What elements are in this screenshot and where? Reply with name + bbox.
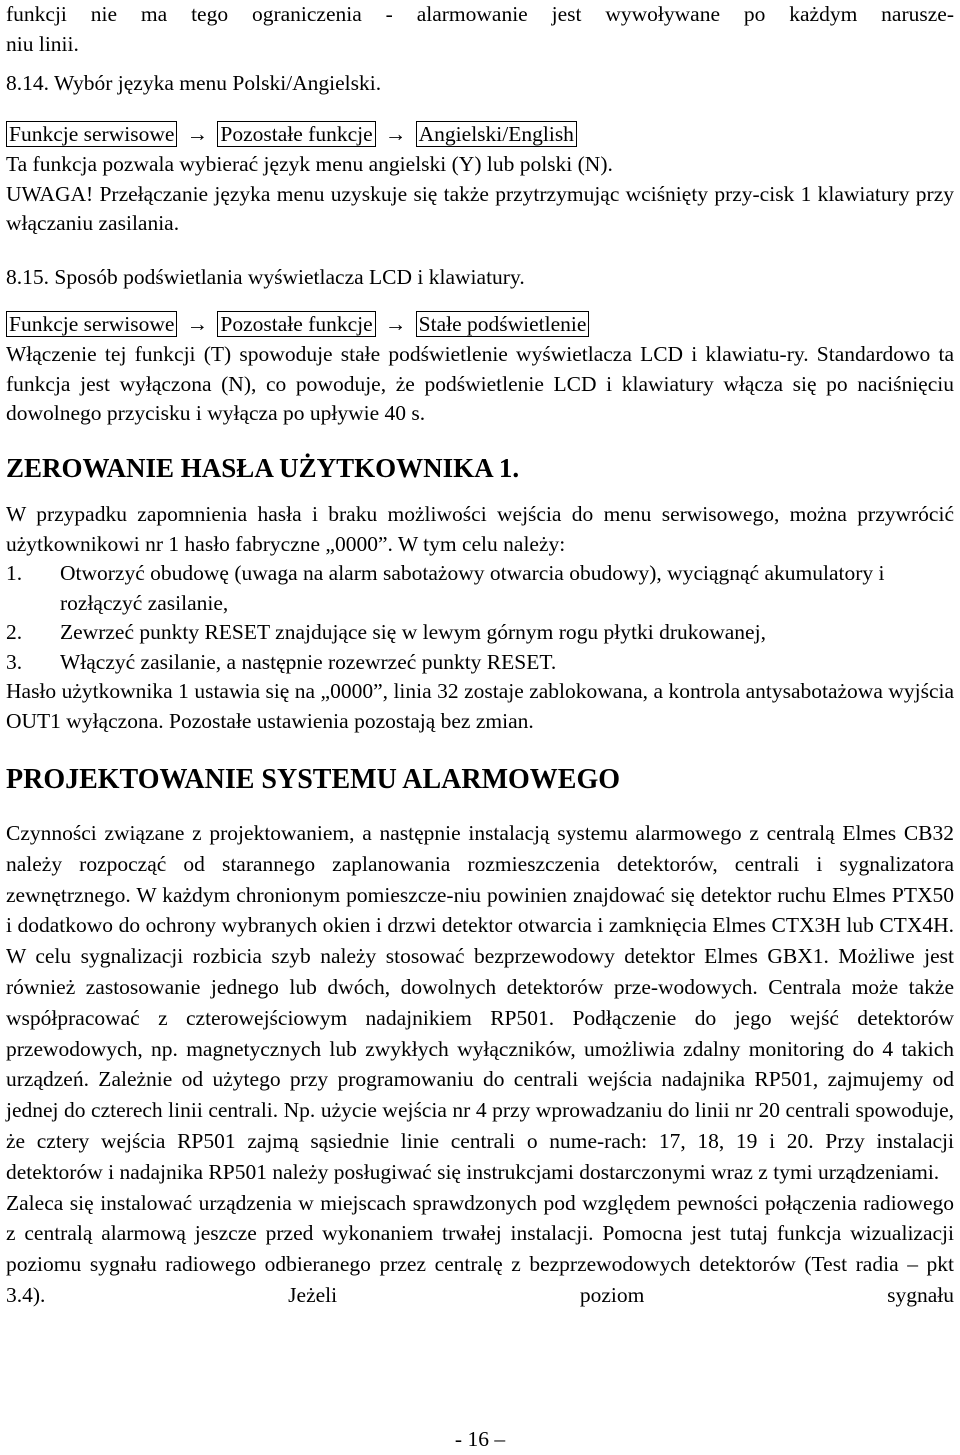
note-label: UWAGA! [6,181,94,206]
design-heading: PROJEKTOWANIE SYSTEMU ALARMOWEGO [6,764,621,795]
menu-path-item: Funkcje serwisowe [6,121,177,147]
section-8-15-title: 8.15. Sposób podświetlania wyświetlacza LCD i klawiatury. [6,265,525,289]
section-8-15-body [6,340,954,429]
arrow-right-icon: → [384,122,407,146]
design-paragraph-1: Czynności związane z projektowaniem, a następnie instalacją systemu alarmowego z centralą Elmes CB32 należy rozpocząć od starannego zaplanowania rozmieszczenia detektorów, centrali i sygnalizatora zewnętrznego. W każdym chronionym pomieszcze-niu powinien znajdować się detektor ruchu Elmes PTX50 i dodatkowo do ochrony wybranych okien i drzwi detektor otwarcia i zamknięcia Elmes CTX3H lub CTX4H. W celu sygnalizacji rozbicia szyb należy stosować bezprzewodowy detektor Elmes GBX1. Możliwe jest również zastosowanie jednego lub dwóch, dowolnych detektorów prze-wodowych. Centrala może także współpracować z czterowejściowym nadajnikiem RP501. Podłączenie do jego wejść detektorów przewodowych, np. magnetycznych lub zwykłych wyłączników, umożliwia zdalny monitoring do 4 takich urządzeń. Zależnie od użytego przy programowaniu do centrali wejścia nadajnika RP501, zajmujemy od jednej do czterech linii centrali. Np. użycie wejścia nr 4 przy wprowadzaniu do linii nr 20 centrali spowoduje, że cztery wejścia RP501 zajmą sąsiednie linie centrali o nume-rach: 17, 18, 19 i 20. Przy instalacji detektorów i nadajnika RP501 należy posługiwać się instrukcjami dostarczonymi wraz z tymi urządzeniami. [6,821,954,1184]
reset-heading: ZEROWANIE HASŁA UŻYTKOWNIKA 1. [6,453,520,483]
language-description: Ta funkcja pozwala wybierać język menu angielski (Y) lub polski (N). [6,152,613,176]
list-item-text: Włączyć zasilanie, a następnie rozewrzeć punkty RESET. [60,649,557,674]
reset-body [6,500,954,736]
section-8-14-title: 8.14. Wybór języka menu Polski/Angielski. [6,71,382,95]
intro-line-2: niu linii. [6,31,79,56]
language-note [6,180,954,239]
menu-path-item: Funkcje serwisowe [6,311,177,337]
menu-path-item: Stałe podświetlenie [416,311,590,337]
intro-line-1: funkcji nie ma tego ograniczenia - alarmowanie jest wywoływane po każdym narusze- [6,2,954,26]
arrow-right-icon: → [186,122,209,146]
list-item-number: 3. [6,649,23,674]
arrow-right-icon: → [384,312,407,336]
section-8-14-body [6,150,954,239]
page-number: - 16 – [454,1427,506,1451]
backlight-description: Włączenie tej funkcji (T) spowoduje stałe podświetlenie wyświetlacza LCD i klawiatu-ry. Standardowo ta funkcja jest wyłączona (N), co powoduje, że podświetlenie LCD i klawiatury włącza się po naciśnięciu dowolnego przycisku i wyłącza po upływie 40 s. [6,342,954,425]
reset-section [6,451,954,485]
note-text: Przełączanie języka menu uzyskuje się także przytrzymując wciśnięty przy-cisk 1 klawiatury przy włączaniu zasilania. [6,181,955,235]
list-item-text: Zewrzeć punkty RESET znajdujące się w lewym górnym rogu płytki drukowanej, [60,620,766,644]
list-item-number: 1. [6,561,23,585]
list-item [6,648,954,678]
menu-path-language [6,120,954,150]
design-body [6,818,954,1311]
design-paragraph-2: Zaleca się instalować urządzenia w miejscach sprawdzonych pod względem pewności połączenia radiowego z centralą alarmową jeszcze przed wykonaniem trwałej instalacji. Pomocna jest tutaj funkcja wizualizacji poziomu sygnału radiowego odbieranego przez centralę z bezprzewodowych detektorów (Test radia – pkt 3.4). Jeżeli poziom sygnału [6,1190,954,1307]
menu-path-backlight [6,310,954,340]
menu-path-item: Pozostałe funkcje [217,121,375,147]
menu-path-item: Pozostałe funkcje [217,311,375,337]
menu-path-item: Angielski/English [416,121,577,147]
list-item [6,559,954,618]
arrow-right-icon: → [186,312,209,336]
intro-paragraph [6,0,954,59]
list-item-number: 2. [6,620,23,644]
design-section [6,763,954,797]
list-item [6,618,954,648]
reset-intro: W przypadku zapomnienia hasła i braku możliwości wejścia do menu serwisowego, można przywrócić użytkownikowi nr 1 hasło fabryczne „0000”. W tym celu należy: [6,502,954,556]
reset-outro: Hasło użytkownika 1 ustawia się na „0000”, linia 32 zostaje zablokowana, a kontrola antysabotażowa wyjścia OUT1 wyłączona. Pozostałe ustawienia pozostają bez zmian. [6,679,954,733]
list-item-text: Otworzyć obudowę (uwaga na alarm sabotażowy otwarcia obudowy), wyciągnąć akumulatory i rozłączyć zasilanie, [60,561,885,615]
